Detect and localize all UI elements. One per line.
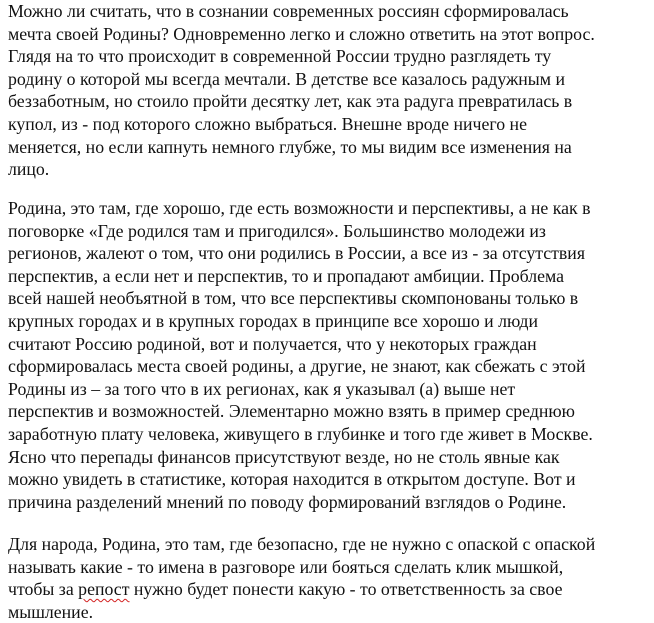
text-line xyxy=(8,578,595,601)
text-segment: нужно будет понести какую - то ответственность за свое xyxy=(129,579,563,600)
text-line: перспектив и возможностей. Элементарно можно взять в пример среднюю xyxy=(8,401,575,422)
text-line: мечта своей Родины? Одновременно легко и сложно ответить на этот вопрос. xyxy=(8,23,595,44)
text-line: лицо. xyxy=(8,159,50,180)
text-segment: чтобы за xyxy=(8,579,79,600)
text-line: можно увидеть в статистике, которая находится в открытом доступе. Вот и xyxy=(8,469,576,490)
paragraph-2 xyxy=(8,197,593,513)
text-line: меняется, но если капнуть немного глубже, то мы видим все изменения на xyxy=(8,136,572,157)
text-line: родину о которой мы всегда мечтали. В детстве все казалось радужным и xyxy=(8,68,565,89)
text-line: поговорке «Где родился там и пригодился». Большинство молодежи из xyxy=(8,220,546,241)
text-line: считают Россию родиной, вот и получается, что у некоторых граждан xyxy=(8,333,537,354)
text-line: Можно ли считать, что в сознании современных россиян сформировалась xyxy=(8,1,569,21)
text-line: регионов, жалеют о том, что они родились в России, а все из - за отсутствия xyxy=(8,243,586,264)
text-line: сформировалась места своей родины, а другие, не знают, как сбежать с этой xyxy=(8,356,586,377)
text-line: крупных городах и в крупных городах в принципе все хорошо и люди xyxy=(8,310,538,331)
paragraph-3 xyxy=(8,533,595,623)
text-line: Родины из – за того что в их регионах, как я указывал (а) выше нет xyxy=(8,378,516,399)
spellcheck-marked-word[interactable]: репост xyxy=(78,579,130,600)
text-line: купол, из - под которого сложно выбраться. Внешне вроде ничего не xyxy=(8,113,527,134)
text-line: мышление. xyxy=(8,601,94,622)
text-line: Родина, это там, где хорошо, где есть возможности и перспективы, а не как в xyxy=(8,198,591,218)
text-line: беззаботным, но стоило пройти десятку лет, как эта радуга превратилась в xyxy=(8,91,573,112)
text-line: заработную плату человека, живущего в глубинке и того где живет в Москве. xyxy=(8,423,593,444)
text-line: Глядя на то что происходит в современной России трудно разглядеть ту xyxy=(8,46,552,67)
text-line: называть какие - то имена в разговоре или бояться сделать клик мышкой, xyxy=(8,556,564,577)
paragraph-1 xyxy=(8,0,595,181)
text-line: Ясно что перепады финансов присутствуют везде, но не столь явные как xyxy=(8,446,560,467)
text-line: всей нашей необъятной в том, что все перспективы скомпонованы только в xyxy=(8,288,579,309)
text-line: Для народа, Родина, это там, где безопасно, где не нужно с опаской с опаской xyxy=(8,534,596,554)
text-line: перспектив, а если нет и перспектив, то и пропадают амбиции. Проблема xyxy=(8,265,565,286)
text-line: причина разделений мнений по поводу формирований взглядов о Родине. xyxy=(8,491,567,512)
